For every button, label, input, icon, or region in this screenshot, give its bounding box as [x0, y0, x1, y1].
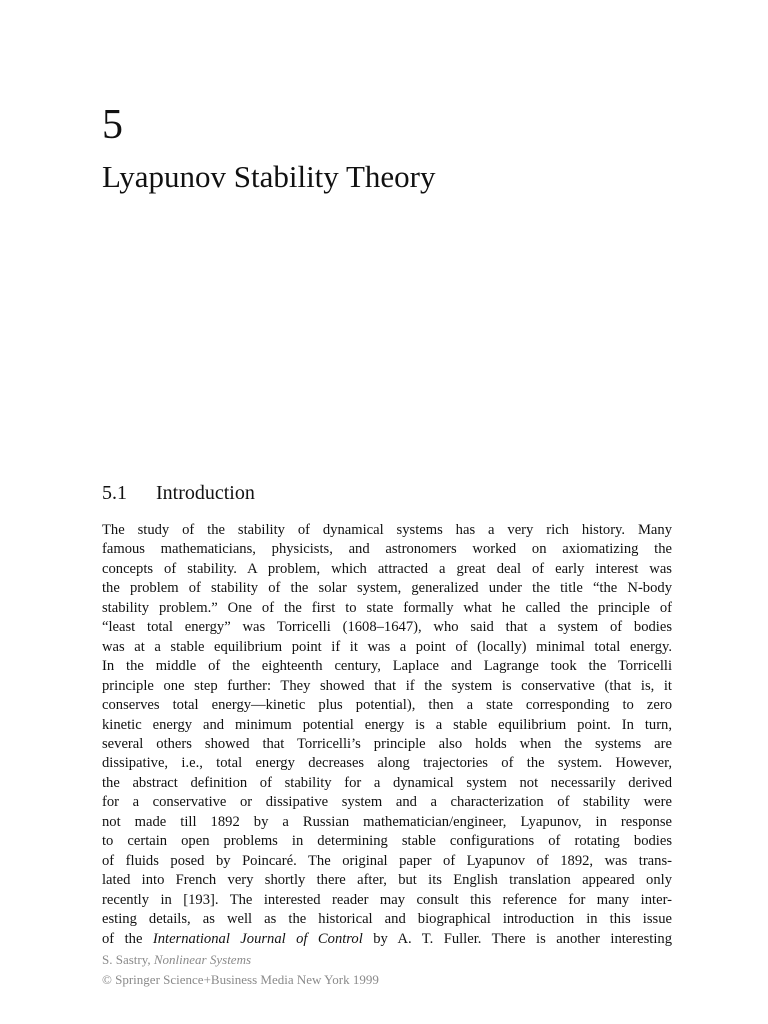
text-line: principle one step further: They showed that if the system is conservative (that is, it: [102, 677, 672, 694]
copyright-line: © Springer Science+Business Media New York 1999: [102, 972, 379, 987]
journal-title: International Journal of Control: [152, 930, 363, 947]
page-footer: [102, 950, 379, 990]
chapter-title: Lyapunov Stability Theory: [102, 159, 436, 194]
text-line: lated into French very shortly there after, but its English translation appeared only: [102, 872, 672, 889]
text-line: The study of the stability of dynamical systems has a very rich history. Many: [102, 522, 672, 538]
text-line-last: [102, 930, 672, 949]
section-number: 5.1: [102, 482, 127, 504]
text-line: several others showed that Torricelli’s principle also holds when the systems are: [102, 735, 672, 752]
text-line: conserves total energy—kinetic plus potential), then a state corresponding to zero: [102, 697, 672, 714]
text-line: “least total energy” was Torricelli (1608–1647), who said that a system of bodies: [102, 619, 672, 636]
text-prefix: of the: [102, 930, 153, 947]
text-line: concepts of stability. A problem, which attracted a great deal of early interest was: [102, 560, 672, 577]
text-line: the abstract definition of stability for a dynamical system not necessarily derived: [102, 774, 672, 791]
footer-book-title: Nonlinear Systems: [153, 952, 252, 967]
body-paragraph: [102, 521, 672, 949]
text-line: famous mathematicians, physicists, and astronomers worked on axiomatizing the: [102, 541, 672, 558]
citation-line: [102, 950, 379, 970]
text-line: dissipative, i.e., total energy decreases along trajectories of the system. However,: [102, 755, 672, 772]
section-heading: [102, 481, 255, 505]
text-line: stability problem.” One of the first to state formally what he called the principle of: [102, 599, 672, 616]
text-line: not made till 1892 by a Russian mathematician/engineer, Lyapunov, in response: [102, 813, 672, 830]
text-line: to certain open problems in determining stable configurations of rotating bodies: [102, 833, 672, 850]
section-title: Introduction: [156, 482, 255, 504]
text-line: for a conservative or dissipative system and a characterization of stability were: [102, 794, 672, 811]
chapter-number: 5: [102, 102, 123, 148]
text-line: kinetic energy and minimum potential energy is a stable equilibrium point. In turn,: [102, 716, 672, 733]
text-line: was at a stable equilibrium point if it was a point of (locally) minimal total energy.: [102, 638, 672, 655]
text-suffix: by A. T. Fuller. There is another interesting: [362, 930, 672, 947]
text-line: esting details, as well as the historical and biographical introduction in this issue: [102, 911, 672, 928]
text-line: of fluids posed by Poincaré. The original paper of Lyapunov of 1892, was trans-: [102, 852, 672, 869]
text-line: the problem of stability of the solar system, generalized under the title “the N-body: [102, 580, 672, 597]
text-line: In the middle of the eighteenth century, Laplace and Lagrange took the Torricelli: [102, 658, 672, 675]
text-line: recently in [193]. The interested reader may consult this reference for many inter-: [102, 891, 672, 908]
footer-author: S. Sastry,: [102, 952, 154, 967]
